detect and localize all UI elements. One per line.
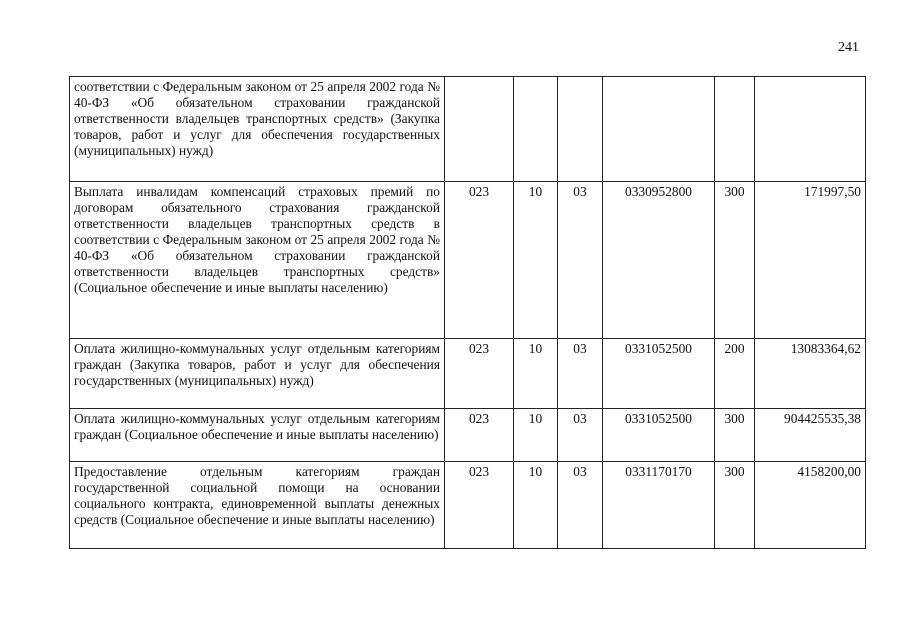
ministry-code: 023 (445, 339, 514, 409)
target-article-code: 0331170170 (603, 462, 715, 549)
section-code: 10 (514, 182, 558, 339)
budget-table (69, 76, 866, 549)
section-code: 10 (514, 462, 558, 549)
section-code (514, 77, 558, 182)
expense-type-code: 300 (715, 409, 755, 462)
row-description: соответствии с Федеральным законом от 25 апреля 2002 года № 40-ФЗ «Об обязательном страховании гражданской ответственности владельцев транспортных средств» (Закупка товаров, работ и услуг для обеспечения государственных (муниципальных) нужд) (70, 77, 445, 182)
amount: 4158200,00 (755, 462, 866, 549)
expense-type-code: 300 (715, 462, 755, 549)
expense-type-code (715, 77, 755, 182)
ministry-code: 023 (445, 182, 514, 339)
target-article-code (603, 77, 715, 182)
row-description: Оплата жилищно-коммунальных услуг отдельным категориям граждан (Закупка товаров, работ и услуг для обеспечения государственных (муниципальных) нужд) (70, 339, 445, 409)
row-description: Предоставление отдельным категориям граждан государственной социальной помощи на основании социального контракта, единовременной выплаты денежных средств (Социальное обеспечение и иные выплаты населению) (70, 462, 445, 549)
subsection-code: 03 (558, 339, 603, 409)
section-code: 10 (514, 409, 558, 462)
table-row (70, 339, 866, 409)
subsection-code: 03 (558, 462, 603, 549)
amount: 171997,50 (755, 182, 866, 339)
table-row (70, 182, 866, 339)
ministry-code (445, 77, 514, 182)
expense-type-code: 300 (715, 182, 755, 339)
expense-type-code: 200 (715, 339, 755, 409)
section-code: 10 (514, 339, 558, 409)
ministry-code: 023 (445, 409, 514, 462)
page-number: 241 (838, 40, 859, 55)
target-article-code: 0331052500 (603, 409, 715, 462)
subsection-code: 03 (558, 409, 603, 462)
row-description: Оплата жилищно-коммунальных услуг отдельным категориям граждан (Социальное обеспечение и иные выплаты населению) (70, 409, 445, 462)
amount: 904425535,38 (755, 409, 866, 462)
table-row (70, 77, 866, 182)
target-article-code: 0330952800 (603, 182, 715, 339)
target-article-code: 0331052500 (603, 339, 715, 409)
table-row (70, 462, 866, 549)
amount: 13083364,62 (755, 339, 866, 409)
subsection-code: 03 (558, 182, 603, 339)
subsection-code (558, 77, 603, 182)
ministry-code: 023 (445, 462, 514, 549)
table-row (70, 409, 866, 462)
amount (755, 77, 866, 182)
row-description: Выплата инвалидам компенсаций страховых премий по договорам обязательного страхования гражданской ответственности владельцев транспортных средств в соответствии с Федеральным законом от 25 апреля 2002 года № 40-ФЗ «Об обязательном страховании гражданской ответственности владельцев транспортных средств» (Социальное обеспечение и иные выплаты населению) (70, 182, 445, 339)
